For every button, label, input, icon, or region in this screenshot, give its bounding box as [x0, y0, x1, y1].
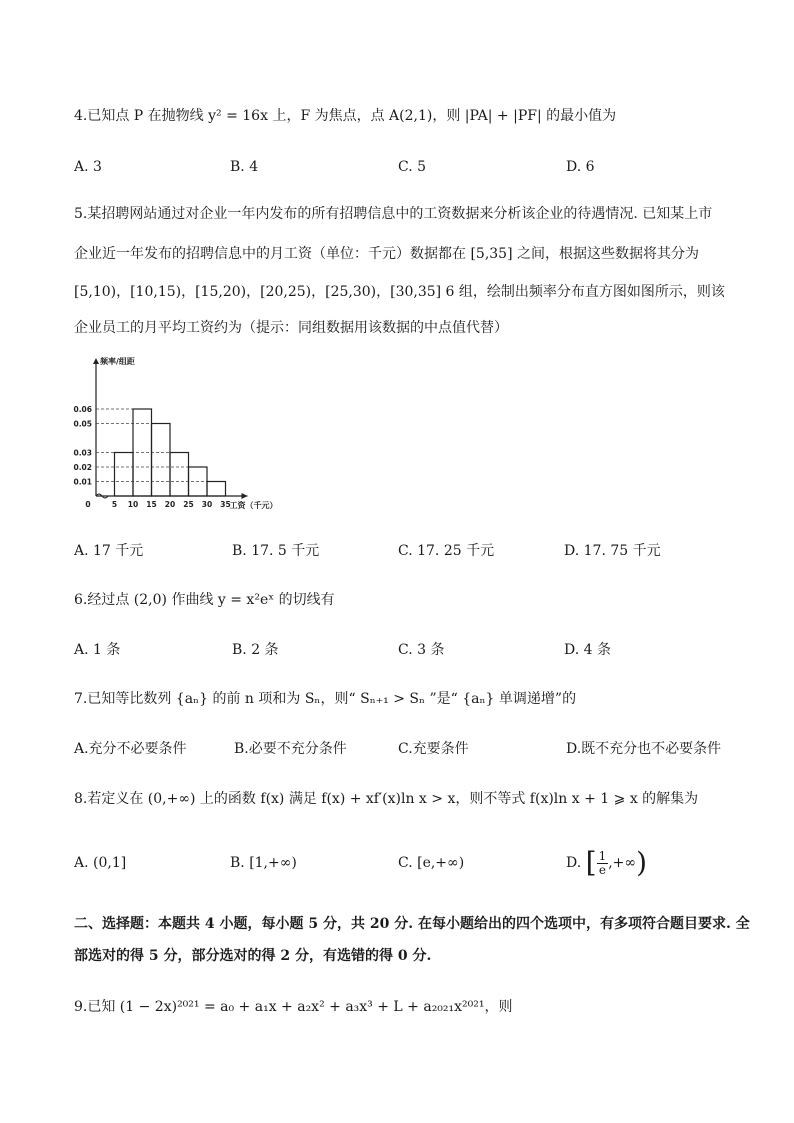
histogram-guides — [96, 409, 226, 482]
q6-stem: 6.经过点 (2,0) 作曲线 y = x²eˣ 的切线有 — [74, 592, 335, 608]
q6-option-d: D. 4 条 — [564, 642, 611, 658]
bar — [115, 453, 134, 497]
bar — [152, 424, 171, 497]
fraction-one-over-e — [597, 850, 609, 877]
q4-option-d: D. 6 — [566, 159, 595, 175]
fraction-denominator: e — [598, 862, 606, 877]
x-tick-label: 20 — [164, 500, 176, 509]
q6-option-b: B. 2 条 — [232, 642, 279, 658]
bar — [170, 453, 189, 497]
q8-option-d-prefix: D. — [566, 855, 582, 871]
q5-option-c: C. 17. 25 千元 — [398, 543, 495, 559]
y-tick-label: 0.05 — [73, 419, 92, 429]
q5-option-a: A. 17 千元 — [74, 543, 144, 559]
q5-stem-line-4: 企业员工的月平均工资约为（提示：同组数据用该数据的中点值代替） — [74, 320, 508, 336]
q5-option-d: D. 17. 75 千元 — [564, 543, 661, 559]
x-tick-label: 25 — [183, 500, 194, 509]
histogram-bars — [115, 409, 226, 496]
x-tick-label: 10 — [127, 500, 139, 509]
q8-option-a: A. (0,1] — [74, 855, 127, 871]
q7-option-b: B.必要不充分条件 — [234, 741, 347, 757]
q7-stem: 7.已知等比数列 {aₙ} 的前 n 项和为 Sₙ，则“ Sₙ₊₁ > Sₙ ”是“ {aₙ} 单调递增”的 — [74, 691, 577, 707]
x-axis-arrow — [242, 493, 248, 499]
bar — [207, 482, 226, 497]
section-2-heading-line-2: 部选对的得 5 分，部分选对的得 2 分，有选错的得 0 分. — [74, 948, 432, 964]
y-tick-label: 0.01 — [73, 477, 92, 487]
q9-stem: 9.已知 (1 − 2x)²⁰²¹ = a₀ + a₁x + a₂x² + a₃x³ + L + a₂₀₂₁x²⁰²¹，则 — [74, 999, 513, 1015]
left-bracket: [ — [585, 846, 597, 879]
origin-label: 0 — [85, 500, 91, 509]
q4-stem: 4.已知点 P 在抛物线 y² = 16x 上，F 为焦点，点 A(2,1)，则 |PA| + |PF| 的最小值为 — [74, 108, 617, 124]
x-tick-label: 15 — [146, 500, 157, 509]
q7-option-c: C.充要条件 — [398, 741, 469, 757]
right-paren: ) — [636, 846, 647, 879]
frequency-histogram — [70, 354, 286, 514]
q8-option-c: C. [e,+∞) — [398, 855, 465, 871]
fraction-numerator: 1 — [598, 848, 607, 863]
y-axis-label: 频率/组距 — [100, 357, 135, 366]
y-tick-label: 0.06 — [73, 405, 92, 414]
x-axis-label: 工资（千元） — [229, 501, 278, 510]
q4-option-a: A. 3 — [74, 159, 102, 175]
y-axis-arrow — [93, 358, 99, 364]
q6-option-c: C. 3 条 — [398, 642, 445, 658]
q5-stem-line-1: 5.某招聘网站通过对企业一年内发布的所有招聘信息中的工资数据来分析该企业的待遇情况. 已知某上市 — [74, 206, 713, 222]
q5-stem-line-3: [5,10)，[10,15)，[15,20)，[20,25)，[25,30)，[30,35] 6 组，绘制出频率分布直方图如图所示，则该 — [74, 284, 725, 300]
q5-option-b: B. 17. 5 千元 — [232, 543, 320, 559]
q8-option-b: B. [1,+∞) — [230, 855, 297, 871]
q4-option-c: C. 5 — [398, 159, 427, 175]
q8-option-d — [566, 845, 647, 881]
q7-option-d: D.既不充分也不必要条件 — [566, 741, 722, 757]
q5-stem-line-2: 企业近一年发布的招聘信息中的月工资（单位：千元）数据都在 [5,35] 之间，根据这些数据将其分为 — [74, 246, 699, 262]
q8-option-d-tail: ,+∞ — [608, 855, 637, 871]
y-tick-label: 0.03 — [73, 448, 92, 458]
x-tick-label: 35 — [220, 500, 231, 509]
section-2-heading-line-1: 二、选择题：本题共 4 小题，每小题 5 分，共 20 分. 在每小题给出的四个选项中，有多项符合题目要求. 全 — [74, 916, 750, 932]
histogram-labels — [73, 356, 277, 510]
y-tick-label: 0.02 — [73, 463, 92, 472]
q7-option-a: A.充分不必要条件 — [74, 741, 187, 757]
q6-option-a: A. 1 条 — [74, 642, 121, 658]
q8-stem: 8.若定义在 (0,+∞) 上的函数 f(x) 满足 f(x) + xf′(x)ln x > x，则不等式 f(x)ln x + 1 ⩾ x 的解集为 — [74, 791, 699, 807]
x-tick-label: 5 — [111, 500, 118, 509]
q4-option-b: B. 4 — [230, 159, 259, 175]
x-tick-label: 30 — [201, 500, 213, 509]
